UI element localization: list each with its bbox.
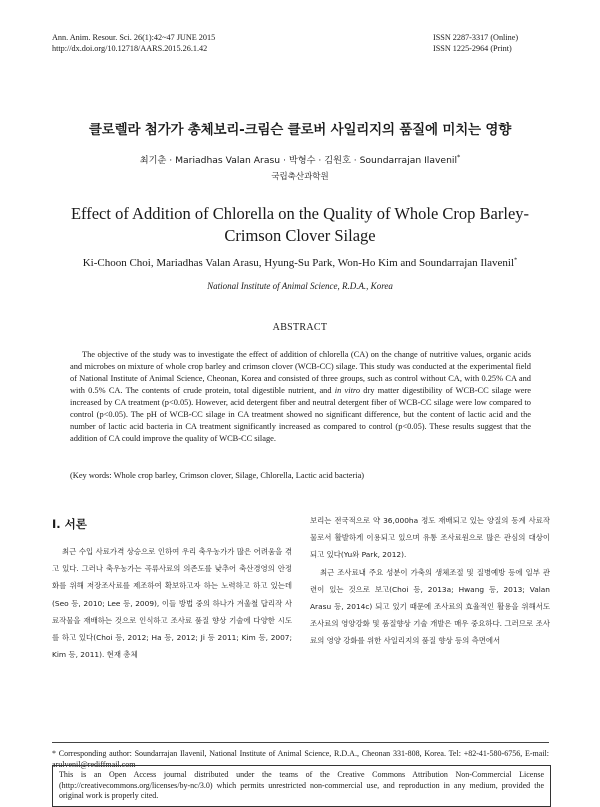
journal-citation bbox=[52, 32, 215, 54]
issn-block bbox=[433, 32, 518, 54]
korean-author-list: 최기춘 · Mariadhas Valan Arasu · 박형수 · 김원호 · Soundarrajan Ilavenil bbox=[139, 155, 458, 166]
right-paragraph-1: 보리는 전국적으로 약 36,000ha 정도 재배되고 있는 양질의 동계 사료작물로서 활발하게 이용되고 있으며 유통 조사료원으로 많은 관심의 대상이 되고 있다(Yu와 Park, 2012). bbox=[310, 516, 550, 560]
abstract-italic: in vitro bbox=[334, 386, 361, 395]
body-column-left: 최근 수입 사료가격 상승으로 인하여 우리 축우농가가 많은 어려움을 겪고 있다. 그러나 축우농가는 곡류사료의 의존도를 낮추어 축산경영의 안정화를 위해 저장조사료를 제조하여 확보하고자 하는 노력하고 하고 있는데(Seo 등, 2010; Lee 등, 2009), 이들 방법 중의 하나가 겨울철 답리작 사료작물을 재배하는 것으로 인식하고 조사료 품질 향상 기술에 다양한 시도를 하고 있다(Choi 등, 2012; Ha 등, 2012; Ji 등 2011; Kim 등, 2007; Kim 등, 2011). 현재 총체 bbox=[52, 547, 292, 660]
english-author-list: Ki-Choon Choi, Mariadhas Valan Arasu, Hyung-Su Park, Won-Ho Kim and Soundarrajan Ilavenil bbox=[82, 257, 515, 269]
korean-title: 클로렐라 첨가가 총체보리-크림슨 클로버 사일리지의 품질에 미치는 영향 bbox=[88, 122, 512, 138]
issn-print: ISSN 1225-2964 (Print) bbox=[433, 44, 512, 53]
corresponding-footnote: * Corresponding author: Soundarrajan Ilavenil, National Institute of Animal Science, R.D.A., Cheonan 331-808, Korea. Tel: +82-41-580-6756, E-mail: arulvenil@rediffmail.com bbox=[52, 742, 549, 770]
license-box: This is an Open Access journal distributed under the teams of the Creative Commons Attribution Non-Commercial License (http://creativecommons.org/licenses/by-nc/3.0) which permits unrestricted non-commercial use, and reproduction in any medium, provided the original work is properly cited. bbox=[52, 765, 551, 807]
corresponding-mark: * bbox=[457, 152, 461, 161]
english-authors bbox=[0, 257, 600, 269]
right-paragraph-2: 최근 조사료내 주요 성분이 가축의 생체조절 및 질병예방 등에 일부 관련이 있는 것으로 보고(Choi 등, 2013a; Hwang 등, 2013; Valan Arasu 등, 2014c) 되고 있기 때문에 조사료의 효율적인 활용을 위해서도 조사료의 영양강화 및 품질향상 기술 개발은 매우 중요하다. 그러므로 조사료의 영양 강화를 위한 사일리지의 품질 향상 등의 측면에서 bbox=[310, 567, 550, 646]
korean-authors bbox=[0, 152, 600, 166]
doi-line: http://dx.doi.org/10.12718/AARS.2015.26.1.42 bbox=[52, 44, 208, 53]
body-column-right bbox=[310, 512, 550, 650]
abstract-text-1: The objective of the study was to investigate the effect of addition of chlorella (CA) on the change of nutritive values, organic acids and microbes on mixture of whole crop barley and crimson clover (WCB-CC) silage. This study was conducted at the experimental field of National Institute of Animal Science, Cheonan, Korea and consisted of three groups, such as control without CA, with 0.25% CA and with 0.5% CA. The contents of crude protein, total digestible nutrient, and bbox=[70, 350, 531, 395]
issn-online: ISSN 2287-3317 (Online) bbox=[433, 33, 519, 42]
english-affiliation: National Institute of Animal Science, R.D.A., Korea bbox=[207, 281, 393, 291]
section-heading: Ⅰ. 서론 bbox=[52, 517, 87, 531]
korean-affiliation: 국립축산과학원 bbox=[271, 172, 329, 182]
english-title: Effect of Addition of Chlorella on the Quality of Whole Crop Barley-Crimson Clover Silage bbox=[70, 204, 530, 245]
abstract-keywords: (Key words: Whole crop barley, Crimson clover, Silage, Chlorella, Lactic acid bacteria) bbox=[70, 471, 365, 480]
journal-line: Ann. Anim. Resour. Sci. 26(1):42~47 JUNE 2015 bbox=[52, 33, 216, 42]
abstract-heading: ABSTRACT bbox=[272, 322, 328, 333]
abstract-body bbox=[70, 349, 531, 445]
abstract-text-2: dry matter digestibility of WCB-CC silage were increased by CA treatment (p<0.05). However, acid detergent fiber and neutral detergent fiber of WCB-CC silage were low compared to control (p<0.05). The pH of WCB-CC silage in CA treatment showed no significant difference, but the content of lactic acid and the number of lactic acid bacteria in CA treatment significantly increased as compared to control (p<0.05). These results suggest that the addition of CA could improve the quality of WCB-CC silage. bbox=[70, 386, 531, 443]
corresponding-mark: * bbox=[514, 256, 518, 264]
